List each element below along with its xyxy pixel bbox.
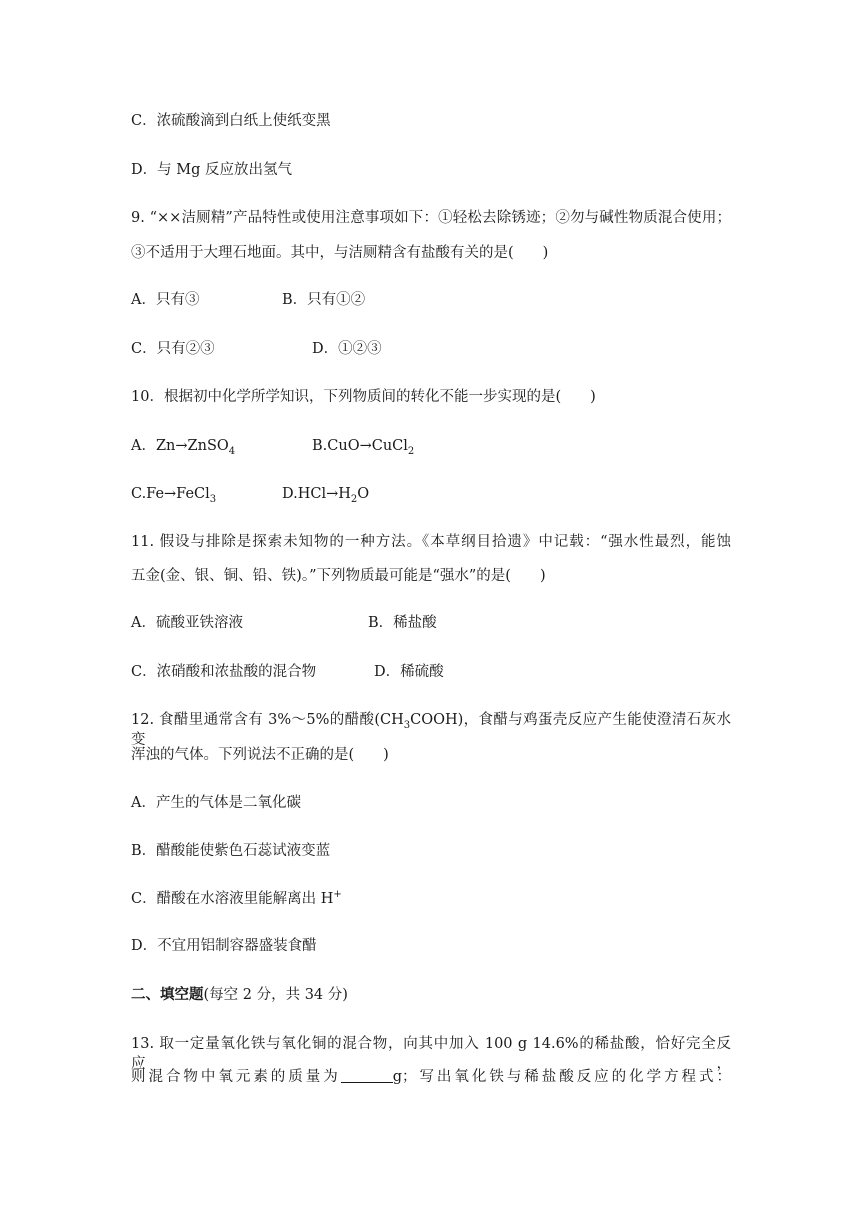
q10-option-b: B.CuO→CuCl$_2$ xyxy=(312,438,415,457)
q11-option-d: D．稀硫酸 xyxy=(374,664,444,680)
section-note: (每空 2 分，共 34 分) xyxy=(203,987,348,1003)
q11-option-b: B．稀盐酸 xyxy=(368,615,437,631)
q11-stem-line2: 五金(金、银、铜、铅、铁)。”下列物质最可能是“强水”的是( ) xyxy=(131,568,546,584)
q12-option-a: A．产生的气体是二氧化碳 xyxy=(131,795,301,811)
q12-stem-line1: 12. 食醋里通常含有 3%～5%的醋酸$(CH_3COOH)$，食醋与鸡蛋壳反应产生能使澄清石灰水变 xyxy=(131,712,732,748)
q9-option-c: C．只有②③ xyxy=(131,341,215,357)
q9-stem-line2: ③不适用于大理石地面。其中，与洁厕精含有盐酸有关的是( ) xyxy=(131,245,549,261)
q9-option-d: D．①②③ xyxy=(312,341,382,357)
q12-stem-line2: 浑浊的气体。下列说法不正确的是( ) xyxy=(131,747,389,763)
q8-option-d: D．与 Mg 反应放出氢气 xyxy=(131,162,292,178)
q9-stem-line1: 9. “××洁厕精”产品特性或使用注意事项如下：①轻松去除锈迹；②勿与碱性物质混合使用； xyxy=(131,210,731,226)
q10-stem: 10．根据初中化学所学知识，下列物质间的转化不能一步实现的是( ) xyxy=(131,389,596,405)
q11-option-a: A．硫酸亚铁溶液 xyxy=(131,615,243,631)
section-title: 二、填空题 xyxy=(131,986,204,1003)
q13-line1: 13. 取一定量氧化铁与氧化铜的混合物，向其中加入 100 g 14.6%的稀盐酸，恰好完全反应， xyxy=(131,1036,731,1072)
q10-option-c: C.Fe→FeCl$_3$ xyxy=(131,486,217,505)
q9-option-a: A．只有③ xyxy=(131,292,200,308)
q11-stem-line1: 11. 假设与排除是探索未知物的一种方法。《本草纲目拾遗》中记载：“强水性最烈，能蚀 xyxy=(131,534,731,550)
section-heading xyxy=(131,985,348,1005)
q12-option-c: C．醋酸在水溶液里能解离出 H+ xyxy=(131,889,342,907)
q10-option-a: A．Zn→ZnSO$_4$ xyxy=(131,438,236,457)
q13-line2: 则混合物中氧元素的质量为 g；写出氧化铁与稀盐酸反应的化学方程式： xyxy=(131,1069,731,1085)
q12-option-b: B．醋酸能使紫色石蕊试液变蓝 xyxy=(131,843,331,859)
q9-option-b: B．只有①② xyxy=(282,292,366,308)
answer-blank[interactable] xyxy=(341,1068,393,1083)
q10-option-d: $D.HCl\to H_2O$ xyxy=(282,486,370,505)
q8-option-c: C．浓硫酸滴到白纸上使纸变黑 xyxy=(131,113,331,129)
q12-option-d: D．不宜用铝制容器盛装食醋 xyxy=(131,938,317,954)
q11-option-c: C．浓硝酸和浓盐酸的混合物 xyxy=(131,664,317,680)
